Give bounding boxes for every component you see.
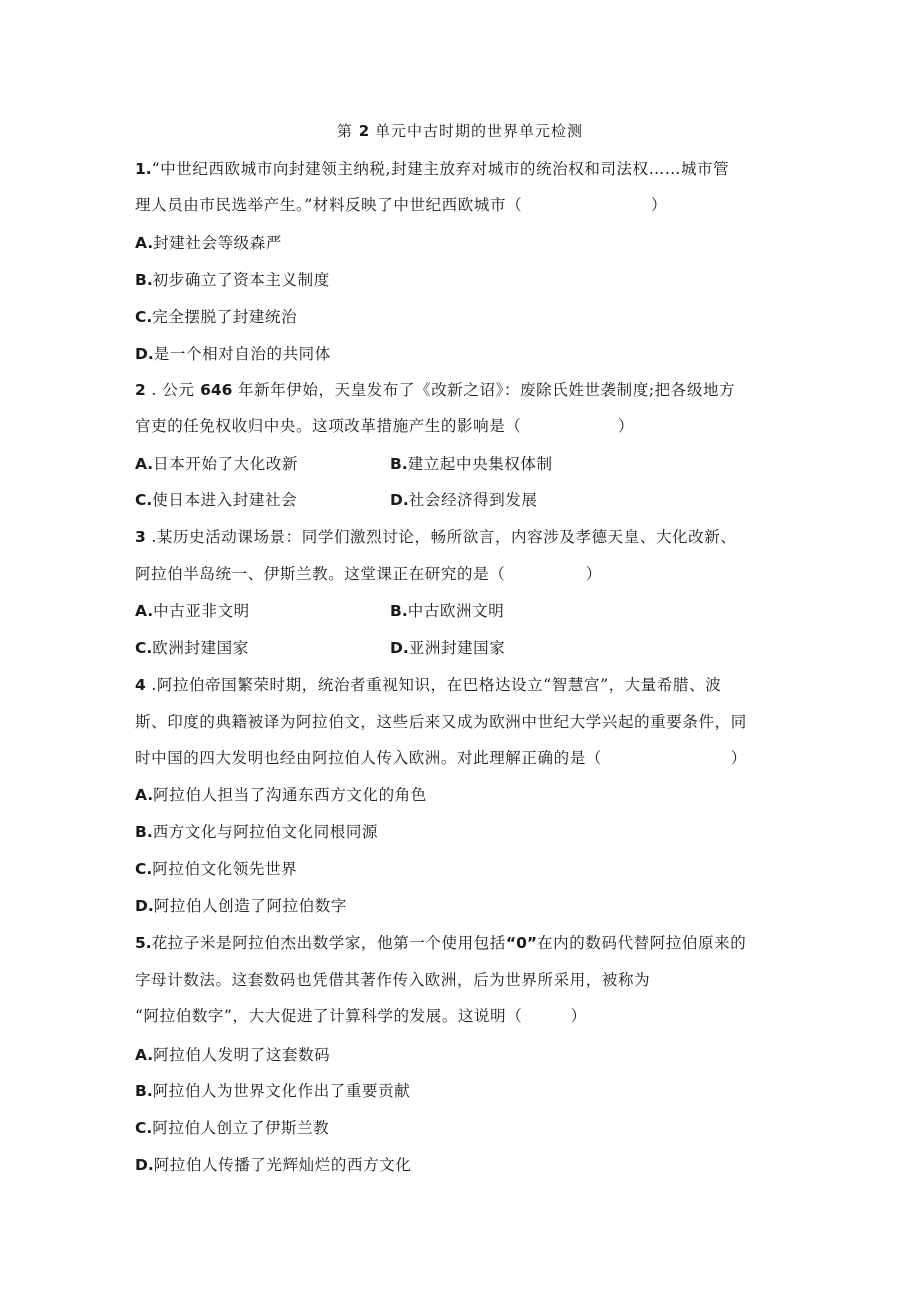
question-3-text-1: .某历史活动课场景：同学们激烈讨论，畅所欲言，内容涉及孝德天皇、大化改新、	[145, 528, 737, 546]
option-label: A.	[135, 234, 154, 252]
question-1-option-a	[135, 231, 282, 253]
question-2-option-c	[135, 488, 297, 510]
option-text: 亚洲封建国家	[408, 639, 506, 657]
question-2-text-pre: . 公元	[145, 381, 201, 399]
option-text: 阿拉伯人创立了伊斯兰教	[152, 1119, 330, 1137]
question-5-zero: “0”	[505, 934, 538, 952]
question-5-line-3: “阿拉伯数字”，大大促进了计算科学的发展。这说明（ ）	[135, 1007, 587, 1025]
option-label: A.	[135, 602, 154, 620]
question-4-text-1: .阿拉伯帝国繁荣时期，统治者重视知识，在巴格达设立“智慧宫”，大量希腊、波	[145, 676, 722, 694]
question-2-line-2: 官吏的任免权收归中央。这项改革措施产生的影响是（ ）	[135, 417, 635, 435]
question-3-option-d	[390, 636, 505, 658]
option-text: 初步确立了资本主义制度	[152, 271, 330, 289]
question-3-line-1	[135, 525, 736, 547]
option-text: 西方文化与阿拉伯文化同根同源	[152, 823, 379, 841]
option-label: A.	[135, 455, 154, 473]
option-label: D.	[135, 345, 154, 363]
question-1-option-c	[135, 305, 297, 327]
question-4-option-b	[135, 820, 378, 842]
question-5-option-c	[135, 1116, 329, 1138]
question-4-line-3: 时中国的四大发明也经由阿拉伯人传入欧洲。对此理解正确的是（ ）	[135, 749, 747, 767]
question-5-option-d	[135, 1153, 411, 1175]
option-text: 封建社会等级森严	[153, 234, 282, 252]
option-label: D.	[135, 1156, 154, 1174]
option-label: D.	[390, 639, 409, 657]
option-text: 阿拉伯文化领先世界	[152, 860, 298, 878]
question-3-number: 3	[135, 528, 146, 546]
option-text: 阿拉伯人担当了沟通东西方文化的角色	[153, 786, 427, 804]
question-4-line-2: 斯、印度的典籍被译为阿拉伯文，这些后来又成为欧洲中世纪大学兴起的重要条件，同	[135, 713, 747, 731]
question-5-line-2: 字母计数法。这套数码也凭借其著作传入欧洲，后为世界所采用，被称为	[135, 971, 651, 989]
question-5-option-b	[135, 1079, 410, 1101]
option-label: C.	[135, 308, 153, 326]
question-5-text-post: 在内的数码代替阿拉伯原来的	[537, 934, 747, 952]
question-4-option-d	[135, 894, 347, 916]
option-label: C.	[135, 639, 153, 657]
question-4-option-a	[135, 783, 427, 805]
question-1-line-2: 理人员由市民选举产生。”材料反映了中世纪西欧城市（ ）	[135, 196, 668, 214]
question-2-option-d	[390, 488, 538, 510]
question-3-option-c	[135, 636, 249, 658]
question-3-option-b	[390, 599, 504, 621]
title-prefix: 第	[336, 122, 353, 140]
question-2-line-1	[135, 378, 735, 400]
option-text: 欧洲封建国家	[152, 639, 249, 657]
option-label: A.	[135, 1046, 154, 1064]
question-4-line-1	[135, 673, 721, 695]
question-2-year: 646	[200, 381, 233, 399]
option-text: 中古欧洲文明	[407, 602, 505, 620]
option-label: B.	[135, 1082, 153, 1100]
option-label: B.	[390, 455, 408, 473]
option-text: 社会经济得到发展	[408, 491, 538, 509]
option-label: D.	[390, 491, 409, 509]
question-2-number: 2	[135, 381, 146, 399]
option-text: 阿拉伯人创造了阿拉伯数字	[153, 897, 347, 915]
option-label: B.	[135, 271, 153, 289]
question-1-option-b	[135, 268, 330, 290]
option-text: 完全摆脱了封建统治	[152, 308, 298, 326]
page-title	[0, 120, 920, 141]
question-3-line-2: 阿拉伯半岛统一、伊斯兰教。这堂课正在研究的是（ ）	[135, 565, 602, 583]
option-text: 阿拉伯人为世界文化作出了重要贡献	[152, 1082, 411, 1100]
question-1-text-1: “中世纪西欧城市向封建领主纳税,封建主放弃对城市的统治权和司法权……城市管	[151, 160, 730, 178]
question-5-text-pre: 花拉子米是阿拉伯杰出数学家，他第一个使用包括	[151, 934, 506, 952]
option-label: C.	[135, 860, 153, 878]
question-2-option-b	[390, 452, 553, 474]
option-label: D.	[135, 897, 154, 915]
option-text: 是一个相对自治的共同体	[153, 345, 331, 363]
question-2-option-a	[135, 452, 298, 474]
option-label: B.	[390, 602, 408, 620]
option-label: C.	[135, 491, 153, 509]
title-suffix: 单元中古时期的世界单元检测	[375, 122, 584, 140]
title-unit-number: 2	[358, 122, 370, 140]
question-5-line-1	[135, 931, 746, 953]
question-5-number: 5.	[135, 934, 152, 952]
question-1-number: 1.	[135, 160, 152, 178]
option-text: 中古亚非文明	[153, 602, 250, 620]
question-4-option-c	[135, 857, 297, 879]
question-1-line-1	[135, 157, 729, 179]
option-text: 阿拉伯人传播了光辉灿烂的西方文化	[153, 1156, 412, 1174]
question-2-text-post: 年新年伊始，天皇发布了《改新之诏》：废除氏姓世袭制度;把各级地方	[232, 381, 736, 399]
option-text: 阿拉伯人发明了这套数码	[153, 1046, 331, 1064]
question-5-option-a	[135, 1043, 330, 1065]
option-label: C.	[135, 1119, 153, 1137]
question-4-number: 4	[135, 676, 146, 694]
option-label: A.	[135, 786, 154, 804]
option-text: 使日本进入封建社会	[152, 491, 298, 509]
question-3-option-a	[135, 599, 250, 621]
question-1-option-d	[135, 342, 331, 364]
option-text: 建立起中央集权体制	[407, 455, 553, 473]
option-label: B.	[135, 823, 153, 841]
option-text: 日本开始了大化改新	[153, 455, 299, 473]
